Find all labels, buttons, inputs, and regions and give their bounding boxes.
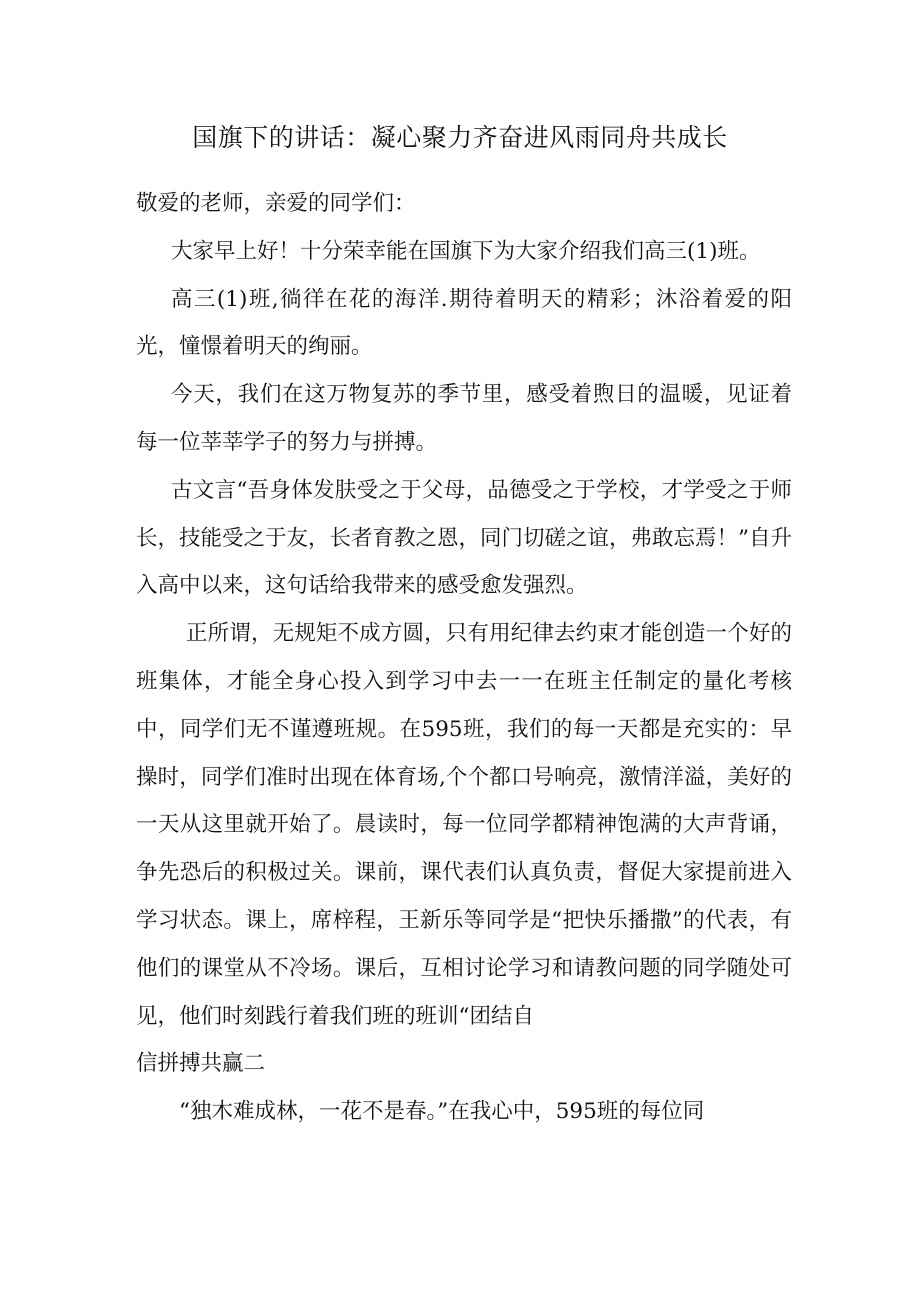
- paragraph-motto-fragment: 信拼搏共赢二: [136, 1051, 266, 1077]
- paragraph-ancient-saying: 古文言“吾身体发肤受之于父母，品德受之于学校，才学受之于师长，技能受之于友，长者育教之恩，同门切磋之谊，弗敢忘焉！”自升入高中以来，这句话给我带来的感受愈发强烈。: [136, 477, 792, 599]
- paragraph-discipline: 正所谓，无规矩不成方圆，只有用纪律去约束才能创造一个好的班集体，才能全身心投入到学习中去一一在班主任制定的量化考核中，同学们无不谨遵班规。在595班，我们的每一天都是充实的：早操时，同学们准时出现在体育场,个个都口号响亮，激情洋溢，美好的一天从这里就开始了。晨读时，每一位同学都精神饱满的大声背诵，争先恐后的积极过关。课前，课代表们认真负责，督促大家提前进入学习状态。课上，席梓程，王新乐等同学是“把快乐播撒”的代表，有他们的课堂从不冷场。课后，互相讨论学习和请教问题的同学随处可见，他们时刻践行着我们班的班训“团结自: [136, 621, 792, 1029]
- document-body: [136, 180, 792, 1136]
- paragraph-greeting: 大家早上好！十分荣幸能在国旗下为大家介绍我们高三(1)班。: [171, 238, 761, 264]
- paragraph-class-intro: 高三(1)班,徜徉在花的海洋.期待着明天的精彩；沐浴着爱的阳光，憧憬着明天的绚丽。: [136, 286, 792, 360]
- paragraph-unity: “独木难成林，一花不是春。”在我心中，595班的每位同: [179, 1099, 705, 1125]
- document-title: 国旗下的讲话：凝心聚力齐奋进风雨同舟共成长: [192, 123, 728, 152]
- salutation: 敬爱的老师，亲爱的同学们：: [136, 191, 416, 216]
- paragraph-season: 今天，我们在这万物复苏的季节里，感受着煦日的温暖，见证着每一位莘莘学子的努力与拼搏。: [136, 382, 792, 455]
